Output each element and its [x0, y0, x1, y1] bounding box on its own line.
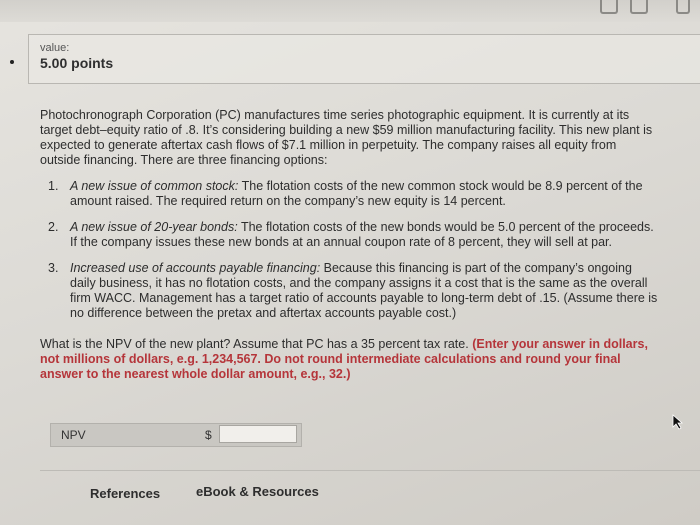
- option-title: Increased use of accounts payable financing:: [70, 261, 321, 275]
- option-title: A new issue of common stock:: [70, 179, 239, 193]
- question-intro: Photochronograph Corporation (PC) manufactures time series photographic equipment. It is currently at its target debt–equity ratio of .8. It’s considering building a new $59 million manufacturing facility. This new plant is expected to generate aftertax cash flows of $7.1 million in perpetuity. The company raises all equity from outside financing. There are three financing options:: [40, 108, 653, 167]
- npv-answer-input[interactable]: [219, 425, 297, 443]
- bullet-marker: [10, 60, 14, 64]
- option-2: [48, 220, 658, 250]
- currency-symbol: $: [205, 428, 212, 442]
- score-points: 5.00 points: [40, 55, 114, 71]
- divider: [40, 470, 700, 471]
- references-button[interactable]: References: [90, 486, 161, 501]
- npv-label: NPV: [61, 428, 86, 442]
- ebook-resources-button[interactable]: eBook & Resources: [196, 484, 319, 499]
- bookmark-icon[interactable]: [630, 0, 648, 14]
- prompt-text: What is the NPV of the new plant? Assume that PC has a 35 percent tax rate.: [40, 337, 473, 351]
- option-3: [48, 261, 658, 321]
- instruction-text: (Enter your answer in dollars, not millions of dollars, e.g. 1,234,567. Do not round intermediate calculations and round your final answer to the nearest whole dollar amount, e.g., 32.): [40, 337, 648, 381]
- question-prompt: [40, 337, 658, 382]
- score-panel: [28, 34, 700, 84]
- bookmark-icon[interactable]: [600, 0, 618, 14]
- answer-row: [50, 423, 302, 447]
- option-1: [48, 179, 658, 209]
- option-number: 1.: [48, 179, 59, 193]
- option-text: The flotation costs of the new bonds would be 5.0 percent of the proceeds. If the company issues these new bonds at an annual coupon rate of 8 percent, they will sell at par.: [70, 220, 654, 249]
- option-number: 3.: [48, 261, 59, 275]
- mouse-cursor-icon: [672, 414, 686, 430]
- option-title: A new issue of 20-year bonds:: [70, 220, 238, 234]
- option-text: The flotation costs of the new common stock would be 8.9 percent of the amount raised. The required return on the company’s new equity is 14 percent.: [70, 179, 643, 208]
- question-body: [40, 108, 658, 382]
- option-text: Because this financing is part of the company’s ongoing daily business, it has no flotation costs, and the company assigns it a cost that is the same as the overall firm WACC. Management has a target ratio of accounts payable to long-term debt of .15. (Assume there is no difference between the pretax and aftertax accounts payable cost.): [70, 261, 658, 320]
- option-number: 2.: [48, 220, 59, 234]
- top-toolbar: [0, 0, 700, 22]
- bookmark-icon[interactable]: [676, 0, 690, 14]
- score-label: value:: [40, 42, 70, 54]
